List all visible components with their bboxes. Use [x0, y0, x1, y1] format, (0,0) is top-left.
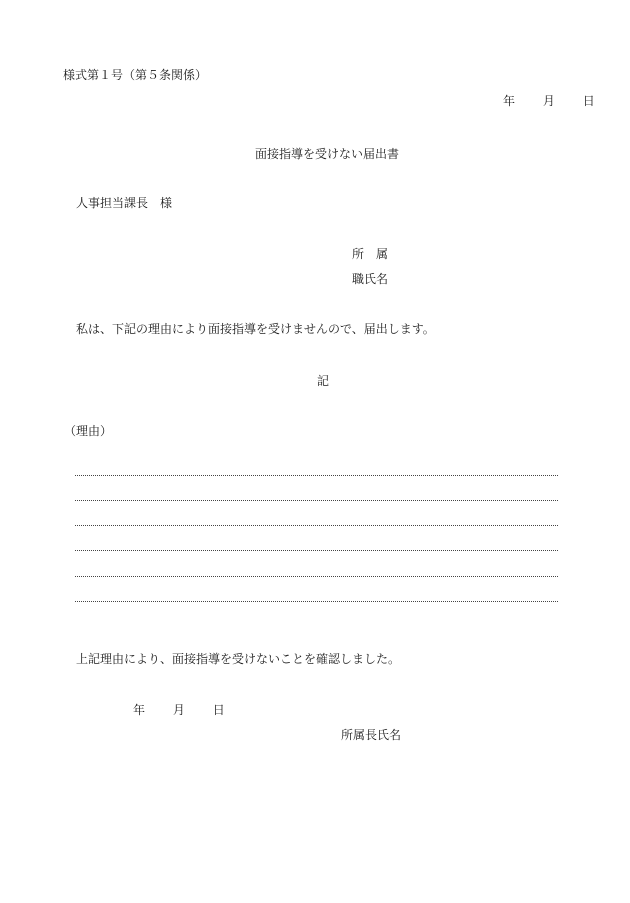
- ki-label: 記: [317, 374, 330, 388]
- name-label: 職氏名: [352, 272, 389, 286]
- addressee: 人事担当課長 様: [76, 196, 173, 210]
- reason-line[interactable]: [75, 475, 558, 476]
- header-date: [503, 94, 595, 108]
- header-date-year: 年: [503, 94, 516, 108]
- reason-line[interactable]: [75, 576, 558, 577]
- affiliation-label: 所 属: [352, 247, 389, 261]
- document-title: 面接指導を受けない届出書: [255, 147, 400, 161]
- reason-line[interactable]: [75, 525, 558, 526]
- footer-date-day: 日: [212, 703, 225, 717]
- header-date-day: 日: [582, 94, 595, 108]
- form-number: 様式第１号（第５条関係）: [63, 68, 208, 82]
- header-date-month: 月: [542, 94, 555, 108]
- reason-line[interactable]: [75, 550, 558, 551]
- confirmation-text: 上記理由により、面接指導を受けないことを確認しました。: [76, 652, 401, 666]
- footer-date-year: 年: [133, 703, 146, 717]
- statement-text: 私は、下記の理由により面接指導を受けませんので、届出します。: [76, 322, 435, 336]
- reason-line[interactable]: [75, 500, 558, 501]
- footer-date: [133, 703, 225, 717]
- footer-date-month: 月: [172, 703, 185, 717]
- reason-label: （理由）: [64, 424, 113, 438]
- supervisor-name-label: 所属長氏名: [341, 728, 402, 742]
- reason-line[interactable]: [75, 601, 558, 602]
